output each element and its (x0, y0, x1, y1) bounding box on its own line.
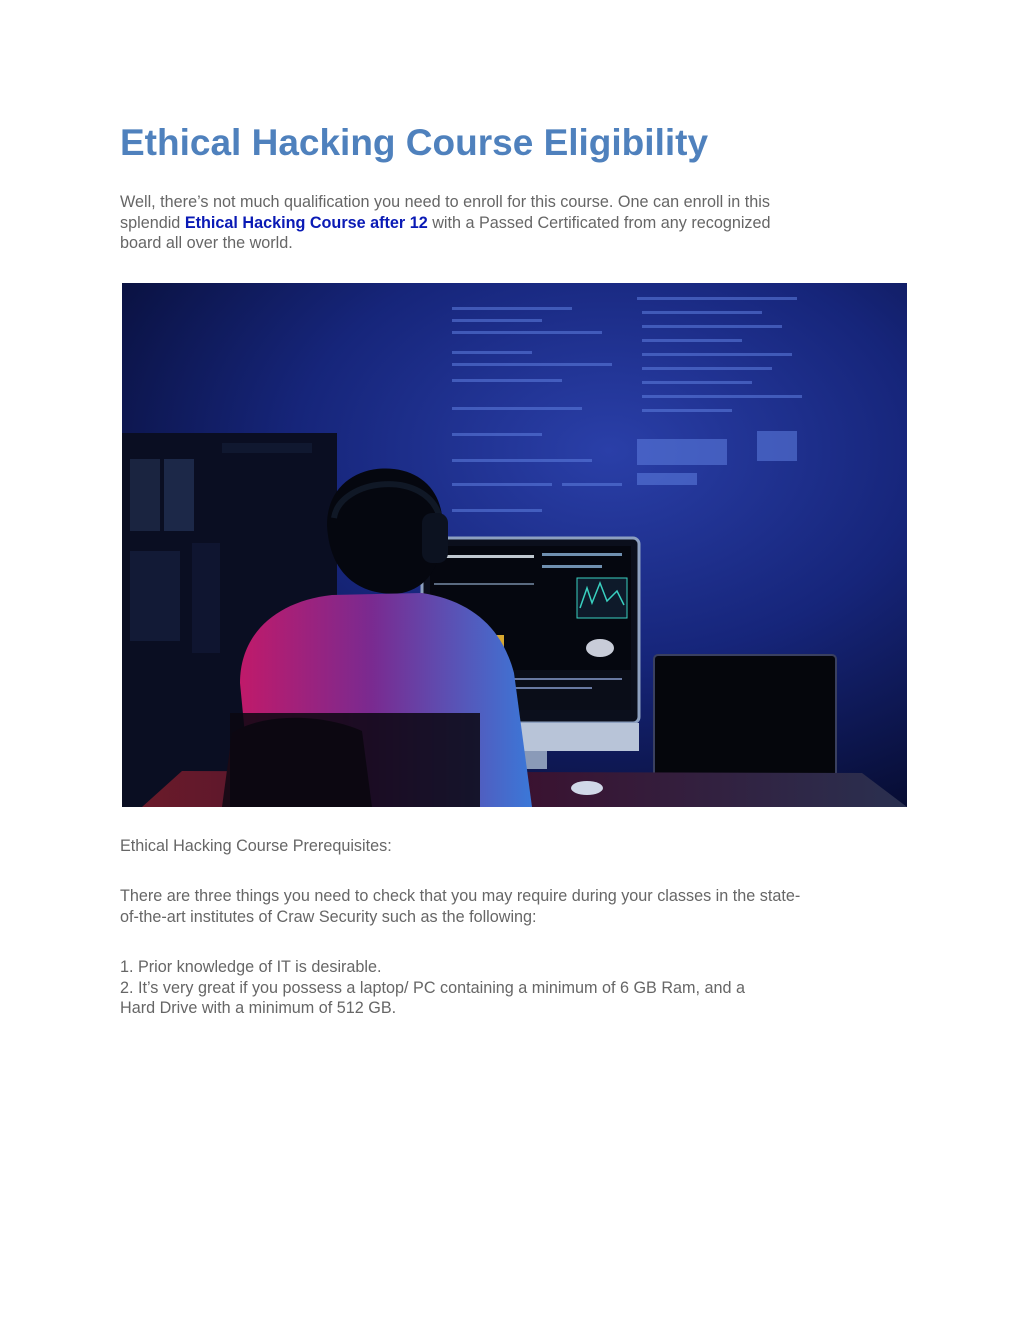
requirement-item-2-line-2: Hard Drive with a minimum of 512 GB. (120, 999, 397, 1017)
intro-line-2-start: splendid (120, 213, 185, 232)
page-title: Ethical Hacking Course Eligibility (120, 122, 709, 163)
computer-mouse (571, 781, 603, 795)
intro-line-3: board all over the world. (120, 234, 293, 252)
requirement-item-1: 1. Prior knowledge of IT is desirable. (120, 958, 382, 976)
intro-line-2-end: with a Passed Certificated from any recognized (427, 213, 771, 232)
intro-paragraph (120, 192, 771, 254)
three-things-line-2: of-the-art institutes of Craw Security such as the following: (120, 907, 537, 926)
ethical-hacking-course-link[interactable]: Ethical Hacking Course after 12 (184, 213, 428, 232)
hacker-at-computer-photo (122, 283, 907, 807)
intro-line-1: Well, there’s not much qualification you need to enroll for this course. One can enroll in this (120, 193, 770, 211)
requirement-item-2-line-1: 2. It’s very great if you possess a laptop/ PC containing a minimum of 6 GB Ram, and a (120, 978, 746, 997)
three-things-paragraph (120, 886, 800, 927)
three-things-line-1: There are three things you need to check that you may require during your classes in the state- (120, 887, 801, 905)
requirements-list (120, 957, 745, 1019)
prerequisites-heading: Ethical Hacking Course Prerequisites: (120, 837, 392, 855)
chair (230, 713, 480, 807)
